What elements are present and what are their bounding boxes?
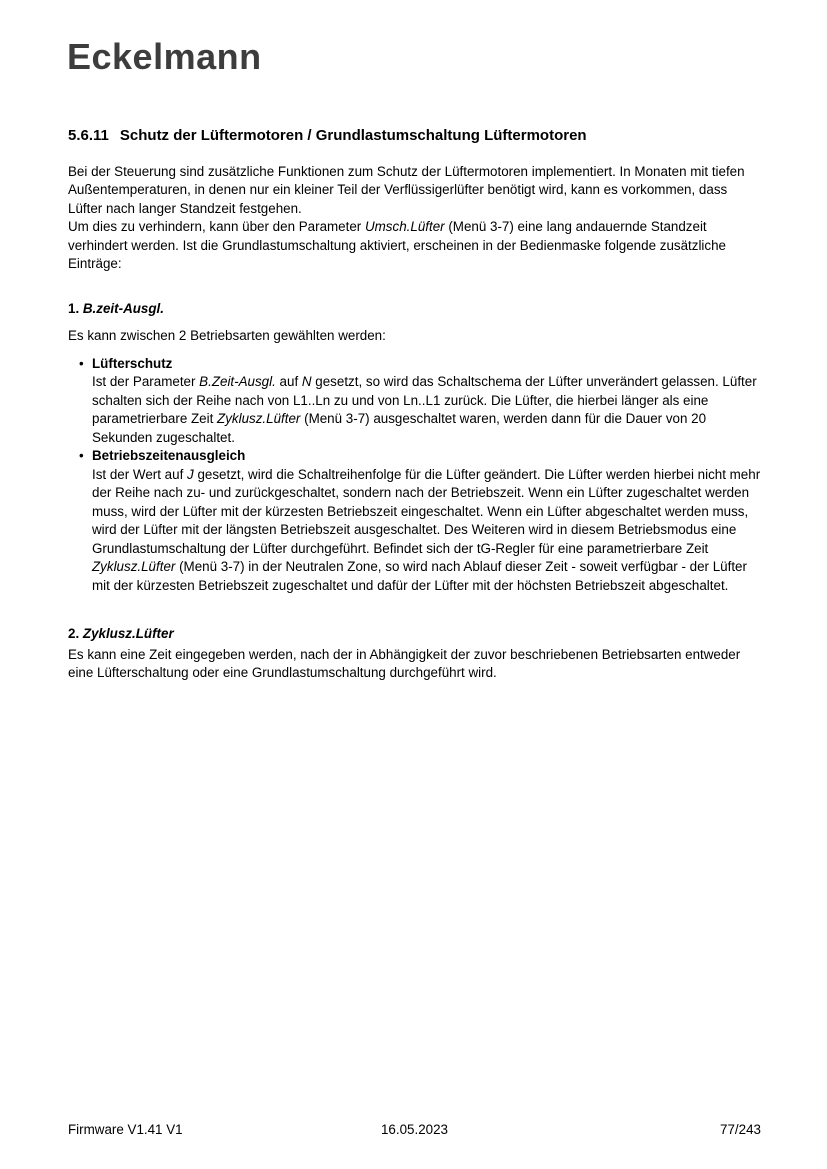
document-content (68, 126, 761, 683)
footer-date: 16.05.2023 (380, 1122, 449, 1137)
intro-paragraph-2: Um dies zu verhindern, kann über den Parameter Umsch.Lüfter (Menü 3-7) eine lang andauernde Standzeit verhindert werden. Ist die Grundlastumschaltung aktiviert, erscheinen in der Bedienmaske folgende zusätzliche Einträge: (68, 219, 726, 272)
subsection-2 (68, 625, 761, 683)
subsection-2-body: Es kann eine Zeit eingegeben werden, nach der in Abhängigkeit der zuvor beschriebenen Betriebsarten entweder eine Lüfterschaltung oder eine Grundlastumschaltung durchgeführt wird. (68, 646, 741, 681)
page-footer (68, 1122, 761, 1137)
subsection-1-lead: Es kann zwischen 2 Betriebsarten gewählten werden: (68, 328, 386, 344)
list-item-title: • Lüfterschutz (92, 355, 173, 371)
company-logo: Eckelmann (67, 36, 262, 77)
section-number: 5.6.11 (68, 127, 109, 144)
list-item-body: Ist der Wert auf J gesetzt, wird die Schaltreihenfolge für die Lüfter geändert. Die Lüfter werden hierbei nicht mehr der Reihe nach zu- und zurückgeschaltet, sondern nach der Betriebszeit. Wenn ein Lüfter zugeschaltet werden muss, wird der Lüfter mit der kürzesten Betriebszeit eingeschaltet. Wenn ein Lüfter abgeschaltet werden muss, wird der Lüfter mit der längsten Betriebszeit ausgeschaltet. Des Weiteren wird in diesem Betriebsmodus eine Grundlastumschaltung der Lüfter durchgeführt. Befindet sich der tG-Regler für eine parametrierbare Zeit Zyklusz.Lüfter (Menü 3-7) in der Neutralen Zone, so wird nach Ablauf dieser Zeit - soweit verfügbar - der Lüfter mit der kürzesten Betriebszeit zugeschaltet und dafür der Lüfter mit der höchsten Betriebszeit abgeschaltet. (92, 466, 761, 593)
subsection-1-heading: 1. B.zeit-Ausgl. (68, 300, 164, 316)
list-item-title: • Betriebszeitenausgleich (92, 448, 246, 464)
intro-block (68, 163, 761, 274)
modes-list (68, 355, 761, 596)
footer-firmware-version: Firmware V1.41 V1 (68, 1122, 183, 1137)
list-item-body: Ist der Parameter B.Zeit-Ausgl. auf N gesetzt, so wird das Schaltschema der Lüfter unverändert gelassen. Lüfter schalten sich der Reihe nach von L1..Ln zu und von Ln..L1 zurück. Die Lüfter, die hierbei länger als eine parametrierbare Zeit Zyklusz.Lüfter (Menü 3-7) ausgeschaltet waren, werden dann für die Dauer von 20 Sekunden zugeschaltet. (92, 374, 757, 445)
section-heading (68, 126, 761, 147)
list-item-betriebszeitenausgleich (92, 447, 761, 595)
section-title: Schutz der Lüftermotoren / Grundlastumschaltung Lüftermotoren (119, 127, 587, 144)
subsection-2-heading: 2. Zyklusz.Lüfter (68, 626, 174, 642)
list-item-luefterschutz (92, 355, 761, 448)
footer-page-number: 77/243 (720, 1122, 761, 1137)
intro-paragraph-1: Bei der Steuerung sind zusätzliche Funktionen zum Schutz der Lüftermotoren implementiert. In Monaten mit tiefen Außentemperaturen, in denen nur ein kleiner Teil der Verflüssigerlüfter benötigt wird, kann es vorkommen, dass Lüfter nach langer Standzeit festgehen. (68, 163, 745, 216)
